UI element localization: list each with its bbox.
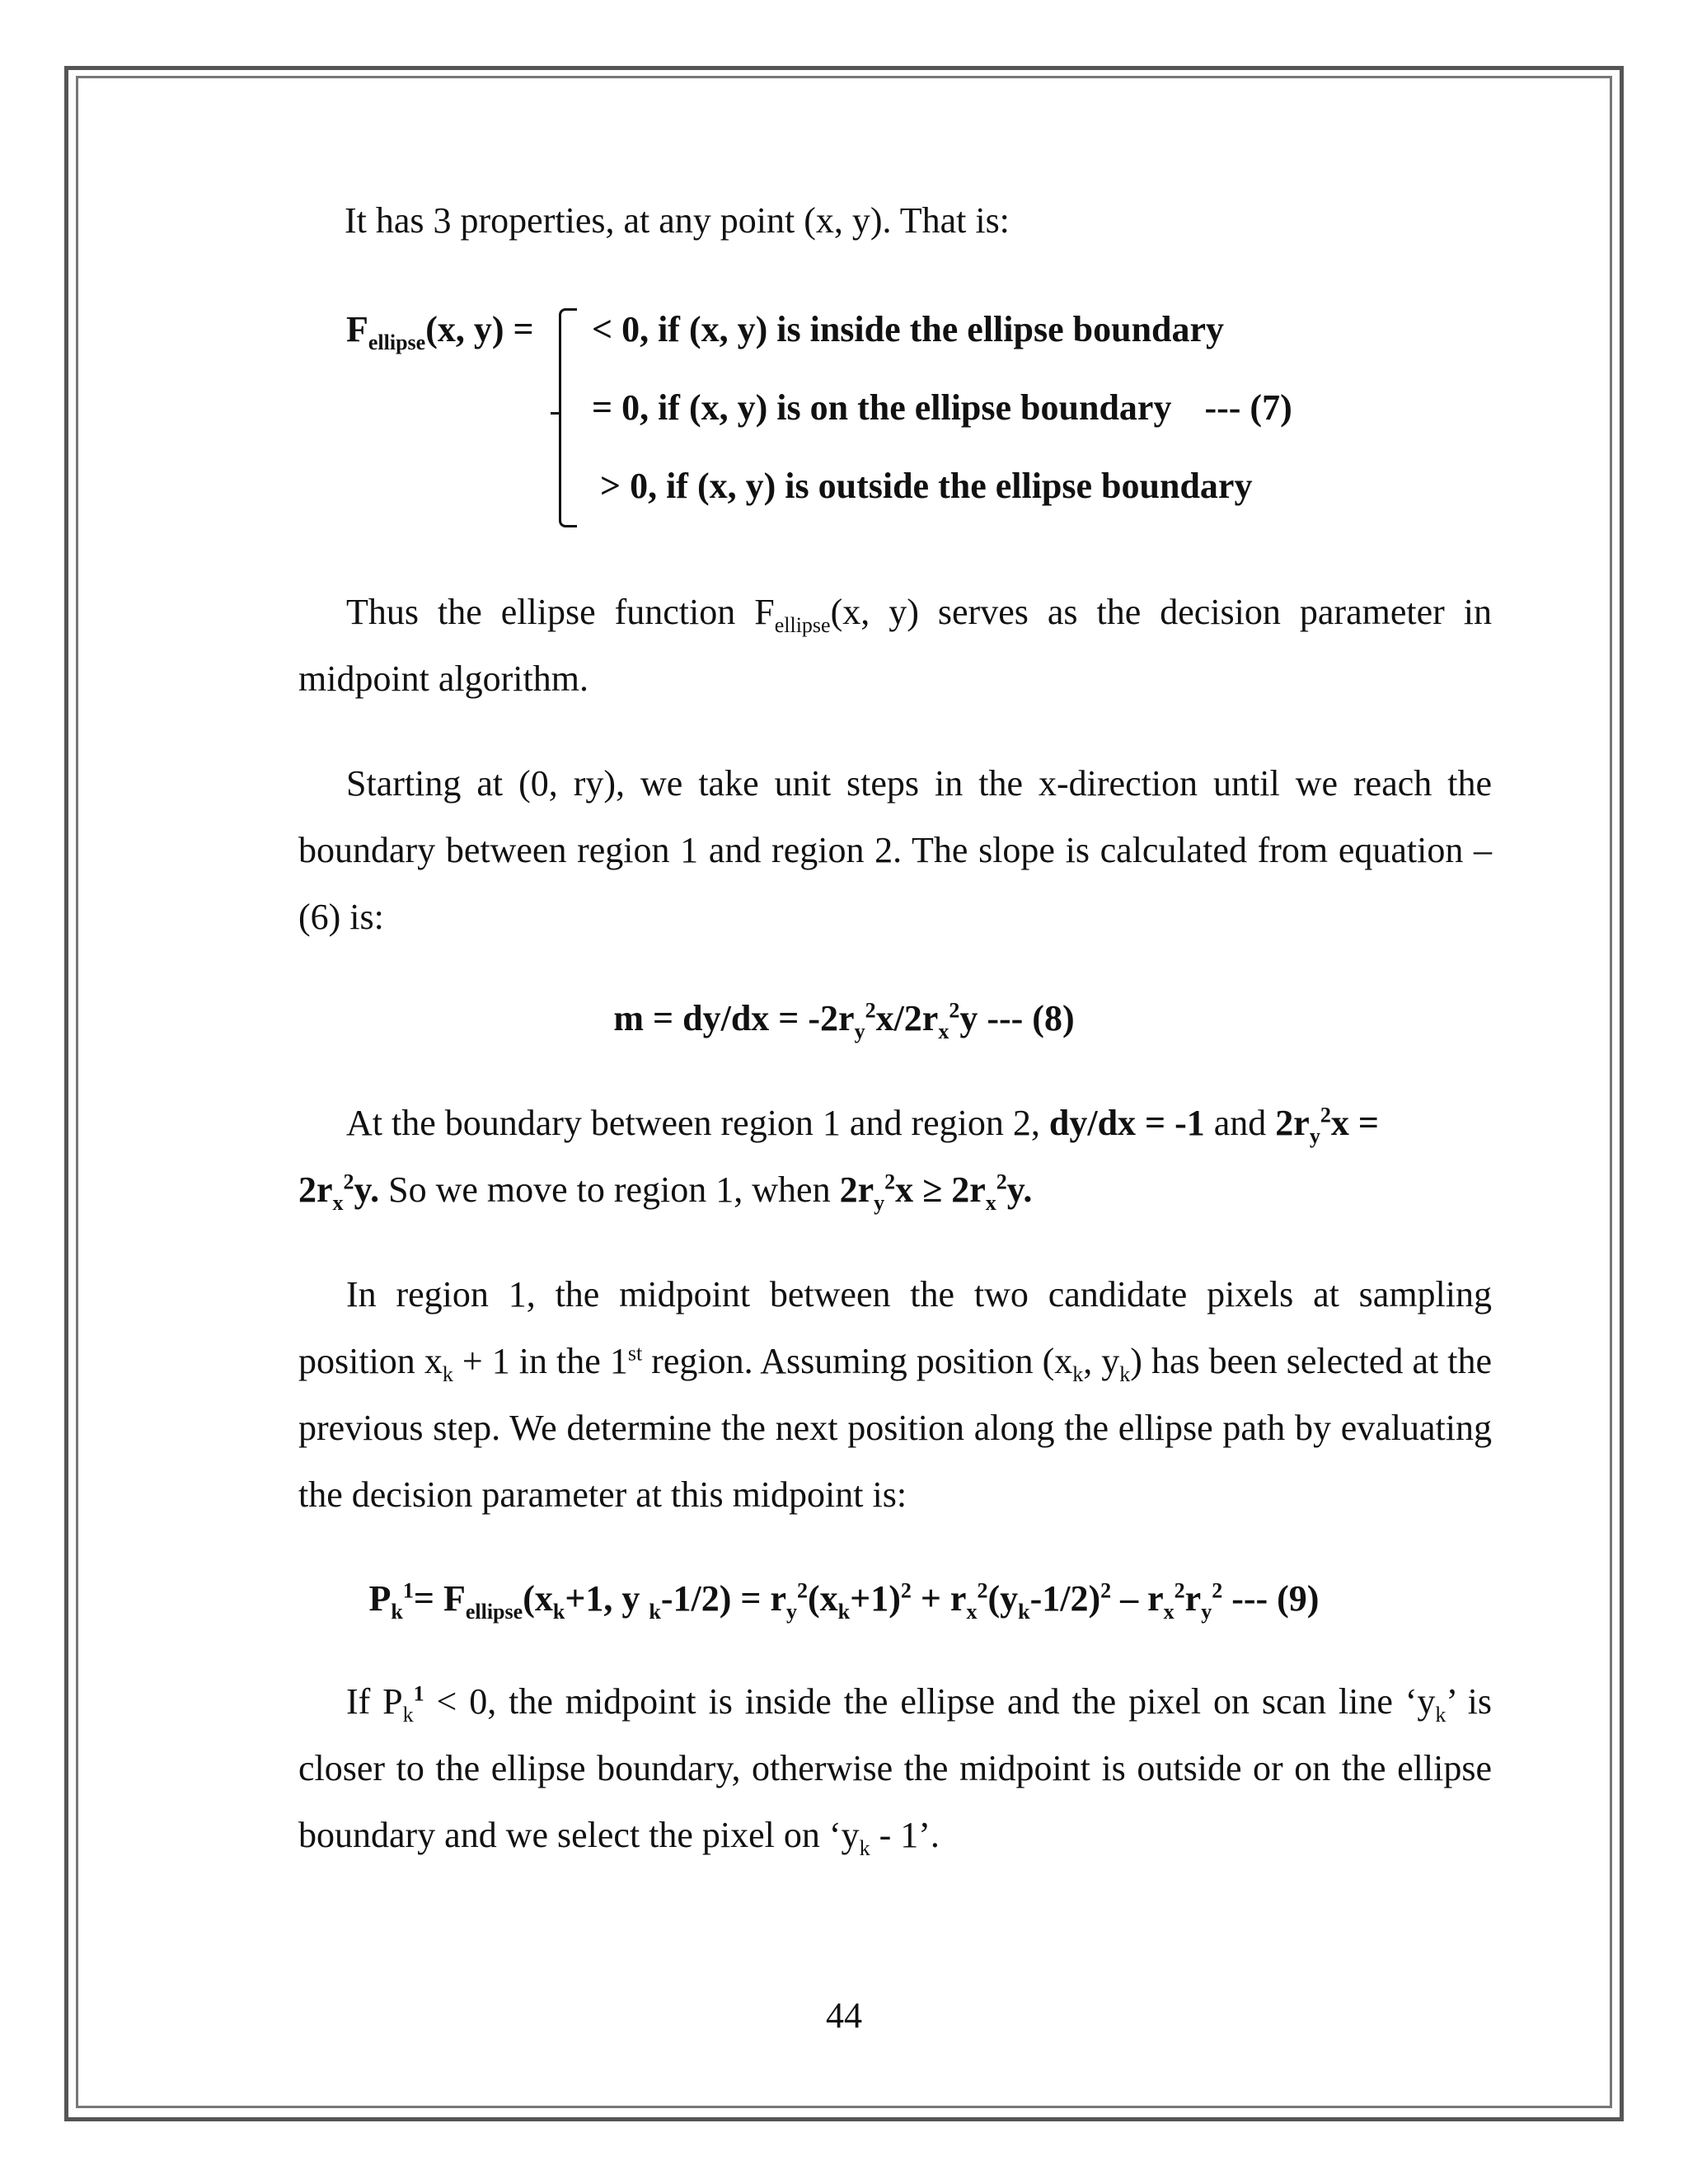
equation-8: $m = dy/dx = -2r_y^2x/2r_x^2y$ --- (8) xyxy=(613,998,1075,1043)
equation-7-case-on: = 0, if (x, y) is on the ellipse boundary --- (7) xyxy=(592,387,1292,428)
paragraph-starting: Starting at (0, ry), we take unit steps in the x-direction until we reach the boundary between region 1 and region 2. The slope is calculated from equation – (6) is: xyxy=(298,763,1492,937)
page-number: 44 xyxy=(826,1995,862,2036)
equation-7-lhs: $F_{ellipse}(x$, y) = xyxy=(346,309,534,354)
paragraph-region-1: In region 1, the midpoint between the two candidate pixels at sampling position $x_k + 1$ in the 1st region. Assuming position ($x_k$, $y_k$) has been selected at the previous step. We determine the next position along the ellipse path by evaluating the decision parameter at this midpoint is: xyxy=(298,1274,1493,1515)
intro-line: It has 3 properties, at any point (x, y). That is: xyxy=(345,200,1010,241)
equation-7-number: --- (7) xyxy=(1204,387,1292,428)
equation-7-case-inside: < 0, if (x, y) is inside the ellipse boundary xyxy=(592,309,1225,349)
paragraph-if-pk: If $P_k^1 < 0$, the midpoint is inside the ellipse and the pixel on scan line ‘$y_k$’ is closer to the ellipse boundary, otherwise the midpoint is outside or on the ellipse boundary and we select the pixel on ‘$y_k - 1$’. xyxy=(298,1681,1492,1860)
equation-9: $P_k^1= F_{ellipse}(x_k+1$, y $_k-1/2) = r_y^2(x_k+1)^2 + r_x^2(y_k-1/2)^2 - r_x^2r_y^2$ --- (9) xyxy=(368,1578,1320,1624)
piecewise-brace-tip xyxy=(551,412,560,415)
paragraph-decision-parameter: Thus the ellipse function $F_{ellipse}(x$, y) serves as the decision parameter in midpoint algorithm. xyxy=(298,592,1492,699)
piecewise-brace xyxy=(559,308,577,527)
paragraph-boundary: At the boundary between region 1 and region 2, dy/dx = -1 and $2r_y^2x$ = $2r_x^2y$. So we move to region 1, when $2r_y^2x \ge 2r_x^2y$. xyxy=(298,1103,1379,1215)
equation-7-case-outside: > 0, if (x, y) is outside the ellipse boundary xyxy=(600,466,1253,506)
